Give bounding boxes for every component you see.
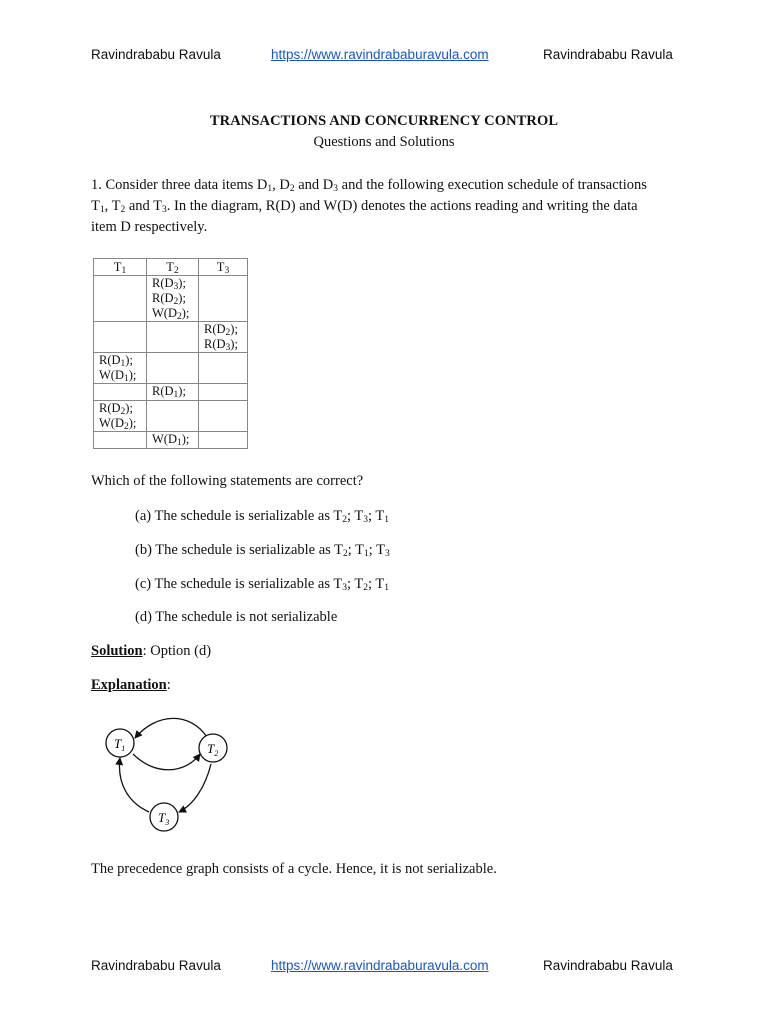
footer-website-link[interactable]: https://www.ravindrababuravula.com [271,958,489,973]
page-footer [0,958,768,978]
document-subtitle: Questions and Solutions [313,134,455,150]
schedule-cell: $R(D_1)$; $W(D_1)$; [94,353,147,384]
schedule-row [94,384,248,401]
schedule-cell [147,353,199,384]
schedule-cell [199,384,248,401]
schedule-cell [94,276,147,322]
schedule-cell [199,276,248,322]
schedule-cell: $R(D_2)$; $R(D_3)$; [199,322,248,353]
node-t2 [199,734,227,762]
schedule-row [94,432,248,449]
schedule-cell [199,432,248,449]
question-text: 1. Consider three data items $D_1$, $D_2$ and $D_3$ and the following execution schedule of transactions $T_1$, $T_2$ and $T_3$. In the diagram, R(D) and W(D) denotes the actions reading and writing the data item D respectively. [91,177,647,235]
edge-t2-t3 [179,764,211,812]
schedule-cell [147,401,199,432]
header-website-link[interactable]: https://www.ravindrababuravula.com [271,47,489,62]
schedule-header-row [94,259,248,276]
header-author-left: Ravindrababu Ravula [91,47,221,62]
schedule-cell: $R(D_2)$; $W(D_2)$; [94,401,147,432]
svg-text:T1: $T_1$ [114,736,126,753]
explanation-line: Explanation: [91,677,171,693]
solution-line [91,641,211,662]
conclusion-text: The precedence graph consists of a cycle. Hence, it is not serializable. [91,861,497,877]
explanation-label: Explanation [91,677,167,693]
svg-text:T2: $T_2$ [207,741,219,758]
schedule-row [94,353,248,384]
node-t1 [106,729,134,757]
question-prompt: Which of the following statements are correct? [91,473,364,489]
node-t3 [150,803,178,831]
solution-text: : Option (d) [142,643,212,659]
schedule-cell [147,322,199,353]
edge-t3-t1 [119,758,149,812]
option-b: (b) The schedule is serializable as $T_2$; $T_1$; $T_3$ [135,542,390,559]
header-author-right: Ravindrababu Ravula [543,47,673,62]
schedule-row [94,322,248,353]
schedule-cell [94,322,147,353]
precedence-graph [95,710,245,840]
schedule-cell [94,384,147,401]
footer-author-right: Ravindrababu Ravula [543,958,673,973]
schedule-cell: $R(D_1)$; [147,384,199,401]
header-t3: $T_3$ [199,259,248,276]
schedule-row [94,276,248,322]
edge-t1-t2 [133,754,200,770]
schedule-cell [199,353,248,384]
option-c: (c) The schedule is serializable as $T_3$; $T_2$; $T_1$ [135,576,389,593]
svg-text:T3: $T_3$ [158,810,170,827]
schedule-cell: $R(D_3)$; $R(D_2)$; $W(D_2)$; [147,276,199,322]
option-d: (d) The schedule is not serializable [135,609,338,625]
schedule-cell: $W(D_1)$; [147,432,199,449]
footer-author-left: Ravindrababu Ravula [91,958,221,973]
document-title: TRANSACTIONS AND CONCURRENCY CONTROL [209,113,559,129]
schedule-cell [94,432,147,449]
header-t1: $T_1$ [94,259,147,276]
schedule-row [94,401,248,432]
page-header [0,47,768,67]
solution-label: Solution [91,643,143,659]
schedule-cell [199,401,248,432]
option-a: (a) The schedule is serializable as $T_2$; $T_3$; $T_1$ [135,508,389,525]
edge-t2-t1 [135,718,207,738]
schedule-table [93,258,248,449]
header-t2: $T_2$ [147,259,199,276]
